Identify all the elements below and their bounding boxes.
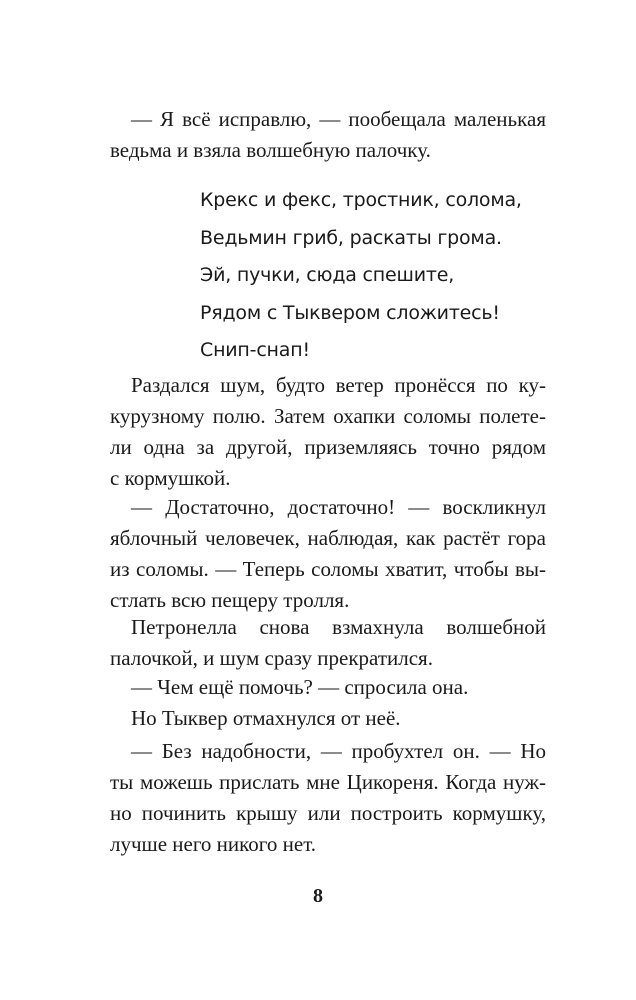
text-line: яблочный человечек, наблюдая, как растёт гора [110, 526, 546, 550]
text-line: — Без надобности, — пробухтел он. — Но [131, 739, 546, 763]
paragraph-noise [110, 370, 546, 494]
text-line: лучше него никого нет. [110, 832, 317, 856]
text-line: Но Тыквер отмахнулся от неё. [131, 706, 401, 730]
verse-line: Ведьмин гриб, раскаты грома. [200, 226, 502, 249]
text-line: с кормушкой. [110, 466, 231, 490]
paragraph-help [110, 672, 546, 703]
paragraph-enough [110, 492, 546, 616]
text-line: курузному полю. Затем охапки соломы полете- [110, 404, 546, 428]
text-line: из соломы. — Теперь соломы хватит, чтобы вы- [110, 557, 546, 581]
verse-line: Крекс и фекс, тростник, солома, [200, 189, 522, 211]
intro-paragraph [110, 104, 546, 166]
paragraph-wave [110, 703, 546, 734]
page-number: 8 [313, 885, 323, 907]
spell-verse [200, 182, 522, 370]
verse-line: Снип-снап! [200, 339, 310, 361]
text-line: палочкой, и шум сразу прекратился. [110, 646, 433, 670]
text-line: ли одна за другой, приземляясь точно рядом [110, 435, 546, 459]
text-line: Раздался шум, будто ветер пронёсся по ку- [131, 373, 546, 397]
paragraph-wand [110, 612, 546, 674]
verse-line: Эй, пучки, сюда спешите, [200, 264, 455, 286]
text-line: Петронелла снова взмахнула волшебной [131, 615, 546, 639]
text-line: ты можешь прислать мне Цикореня. Когда нуж- [110, 770, 546, 794]
text-line: — Я всё исправлю, — пообещала маленькая [131, 107, 546, 131]
text-line: стлать всю пещеру тролля. [110, 588, 350, 612]
verse-line: Рядом с Тыквером сложитесь! [200, 301, 500, 324]
text-line: — Достаточно, достаточно! — воскликнул [131, 495, 546, 519]
text-line: — Чем ещё помочь? — спросила она. [131, 675, 469, 699]
paragraph-reply [110, 736, 546, 860]
text-line: но починить крышу или построить кормушку, [110, 801, 546, 825]
text-line: ведьма и взяла волшебную палочку. [110, 138, 431, 162]
